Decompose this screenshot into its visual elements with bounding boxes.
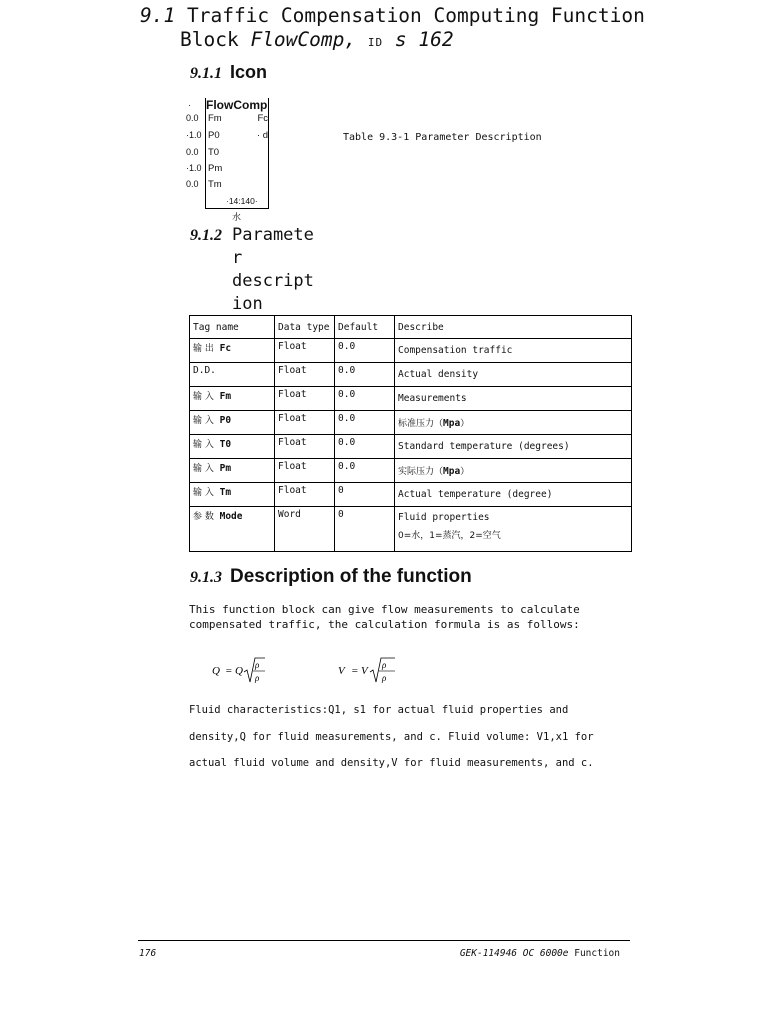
default-cell: 0 bbox=[335, 507, 395, 552]
table-row bbox=[190, 411, 632, 435]
table-row bbox=[190, 387, 632, 411]
tag-cell: 输 入 Pm bbox=[190, 459, 275, 483]
formula1-den: ρ bbox=[255, 673, 260, 683]
tag-cell: 输 入 P0 bbox=[190, 411, 275, 435]
describe-cell: Compensation traffic bbox=[395, 339, 632, 363]
input-label: P0 bbox=[208, 130, 220, 141]
default-cell: 0 bbox=[335, 483, 395, 507]
tag-cell: 参 数 Mode bbox=[190, 507, 275, 552]
type-cell: Float bbox=[275, 339, 335, 363]
document-label: Function bbox=[574, 948, 620, 959]
function-heading-number: 9.1.3 bbox=[190, 569, 222, 586]
table-row bbox=[190, 459, 632, 483]
tag-cell: 输 出 Fc bbox=[190, 339, 275, 363]
describe-cell: Actual density bbox=[395, 363, 632, 387]
block-row bbox=[186, 130, 276, 144]
input-label: Fm bbox=[208, 113, 222, 124]
default-cell: 0.0 bbox=[335, 363, 395, 387]
input-label: T0 bbox=[208, 147, 220, 158]
block-name: FlowComp, bbox=[250, 28, 357, 51]
compensation-formulas bbox=[210, 652, 460, 692]
section-title-block: Block bbox=[180, 28, 239, 51]
param-heading-number: 9.1.2 bbox=[190, 227, 222, 244]
table-row bbox=[190, 483, 632, 507]
default-cell: 0.0 bbox=[335, 459, 395, 483]
formula2-eq: = bbox=[351, 665, 359, 677]
header-default: Default bbox=[335, 316, 395, 339]
header-tag-name: Tag name bbox=[190, 316, 275, 339]
section-title: Traffic Compensation Computing Function bbox=[186, 4, 645, 27]
tag-cell: 输 入 Tm bbox=[190, 483, 275, 507]
input-value: 0.0 bbox=[186, 147, 199, 157]
describe-cell: 标准压力（Mpa） bbox=[395, 411, 632, 435]
document-code: GEK-114946 OC 6000e bbox=[459, 948, 569, 959]
formula2-den: ρ bbox=[382, 673, 387, 683]
block-row bbox=[186, 147, 276, 161]
type-cell: Float bbox=[275, 411, 335, 435]
formula1-lhs: Q bbox=[212, 665, 220, 677]
input-value: ·1.0 bbox=[186, 163, 202, 173]
formula1-num: ρ bbox=[255, 660, 260, 670]
describe-cell: 实际压力（Mpa） bbox=[395, 459, 632, 483]
block-row bbox=[186, 179, 276, 193]
icon-heading-title: Icon bbox=[230, 62, 268, 82]
table-row bbox=[190, 339, 632, 363]
block-footer: ·14:140· bbox=[226, 196, 258, 206]
param-heading bbox=[190, 224, 314, 316]
type-cell: Float bbox=[275, 363, 335, 387]
describe-cell: Measurements bbox=[395, 387, 632, 411]
input-value: 0.0 bbox=[186, 113, 199, 123]
table-row bbox=[190, 363, 632, 387]
fluid-text-line: actual fluid volume and density,V for fluid measurements, and c. bbox=[189, 757, 594, 769]
formula2-num: ρ bbox=[382, 660, 387, 670]
table-caption: Table 9.3-1 Parameter Description bbox=[343, 132, 542, 143]
param-heading-line: descript bbox=[232, 271, 314, 291]
footer-rule bbox=[138, 940, 630, 941]
type-cell: Word bbox=[275, 507, 335, 552]
table-row bbox=[190, 507, 632, 552]
id-value: s 162 bbox=[394, 28, 454, 51]
default-cell: 0.0 bbox=[335, 339, 395, 363]
block-row bbox=[186, 163, 276, 177]
fluid-characteristics bbox=[189, 697, 594, 777]
describe-cell: Fluid properties 0=水，1=蒸汽，2=空气 bbox=[395, 507, 632, 552]
input-label: Pm bbox=[208, 163, 223, 174]
type-cell: Float bbox=[275, 387, 335, 411]
input-value: ·1.0 bbox=[186, 130, 202, 140]
document-id bbox=[460, 948, 620, 959]
input-value: 0.0 bbox=[186, 179, 199, 189]
table-row bbox=[190, 435, 632, 459]
input-label: Tm bbox=[208, 179, 222, 190]
param-heading-line: r bbox=[232, 248, 243, 268]
formula1-rhs: Q bbox=[235, 665, 243, 677]
output-label: Fc bbox=[257, 113, 268, 124]
describe-cell: Actual temperature (degree) bbox=[395, 483, 632, 507]
block-below-label: 水 bbox=[232, 213, 242, 223]
section-number: 9.1 bbox=[140, 4, 176, 27]
formula2-rhs: V bbox=[361, 665, 368, 677]
parameter-table bbox=[189, 315, 632, 552]
formula2-lhs: V bbox=[338, 665, 345, 677]
page-number: 176 bbox=[139, 948, 157, 959]
section-heading bbox=[140, 4, 645, 55]
describe-cell: Standard temperature (degrees) bbox=[395, 435, 632, 459]
function-description: This function block can give flow measurements to calculate compensated traffic, the calculation formula is as follows: bbox=[189, 603, 580, 631]
function-heading bbox=[190, 566, 472, 588]
default-cell: 0.0 bbox=[335, 435, 395, 459]
param-heading-line: Paramete bbox=[232, 225, 314, 245]
type-cell: Float bbox=[275, 435, 335, 459]
default-cell: 0.0 bbox=[335, 411, 395, 435]
fluid-text-line: Fluid characteristics:Q1, s1 for actual fluid properties and bbox=[189, 704, 569, 716]
function-heading-title: Description of the function bbox=[230, 566, 472, 587]
formula1-eq: = bbox=[225, 665, 233, 677]
tag-cell: D.D. bbox=[190, 363, 275, 387]
tag-cell: 输 入 T0 bbox=[190, 435, 275, 459]
icon-heading bbox=[190, 62, 267, 83]
output-label: · d bbox=[256, 130, 268, 141]
header-describe: Describe bbox=[395, 316, 632, 339]
top-mark: · bbox=[188, 100, 191, 110]
block-title: FlowComp bbox=[206, 98, 268, 112]
flowcomp-block-icon bbox=[186, 98, 276, 222]
fluid-text-line: density,Q for fluid measurements, and c. Fluid volume: V1,x1 for bbox=[189, 730, 594, 743]
table-header-row bbox=[190, 316, 632, 339]
type-cell: Float bbox=[275, 459, 335, 483]
type-cell: Float bbox=[275, 483, 335, 507]
param-heading-line: ion bbox=[232, 294, 263, 314]
default-cell: 0.0 bbox=[335, 387, 395, 411]
tag-cell: 输 入 Fm bbox=[190, 387, 275, 411]
block-row bbox=[186, 113, 276, 127]
header-data-type: Data type bbox=[275, 316, 335, 339]
icon-heading-number: 9.1.1 bbox=[190, 65, 222, 82]
id-label: ID bbox=[367, 36, 384, 49]
